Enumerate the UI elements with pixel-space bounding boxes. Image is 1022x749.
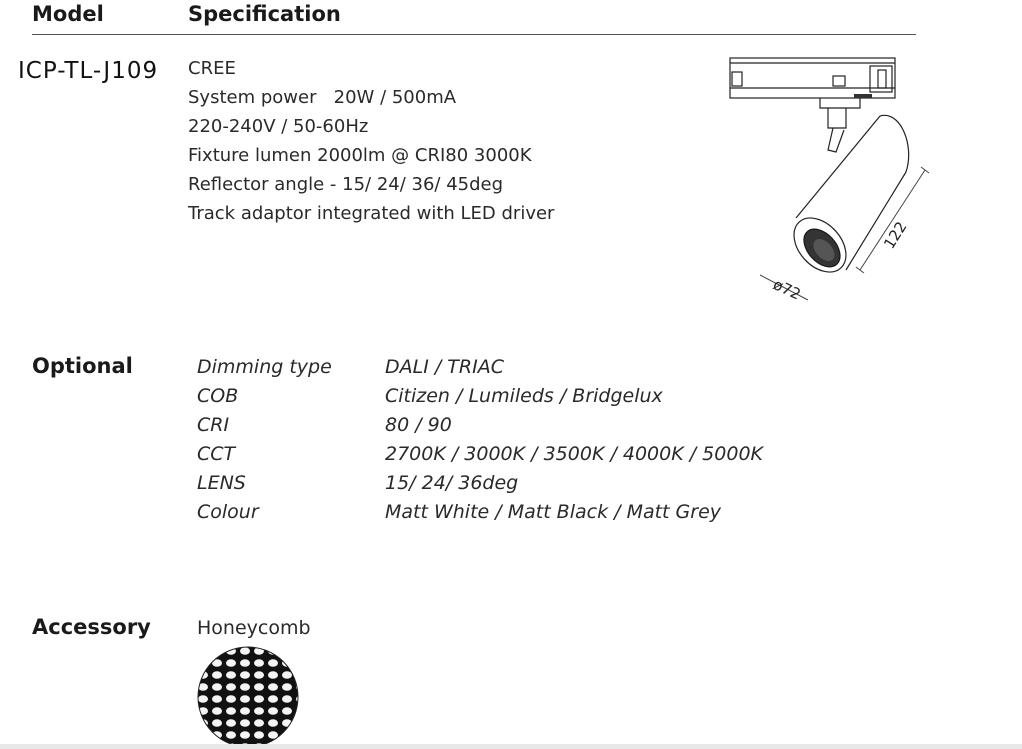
spec-line: 220-240V / 50-60Hz (188, 116, 369, 137)
option-value: Citizen / Lumileds / Bridgelux (385, 385, 663, 407)
option-value: 15/ 24/ 36deg (385, 472, 519, 494)
spec-line: System power 20W / 500mA (188, 87, 457, 108)
accessory-label: Accessory (32, 615, 151, 639)
option-value: Matt White / Matt Black / Matt Grey (385, 501, 722, 523)
spec-line: Reflector angle - 15/ 24/ 36/ 45deg (188, 174, 504, 195)
option-value: 2700K / 3000K / 3500K / 4000K / 5000K (385, 443, 763, 465)
option-key: CRI (197, 414, 230, 436)
accessory-name: Honeycomb (197, 617, 311, 639)
model-code: ICP-TL-J109 (18, 58, 159, 84)
length-dimension-line (860, 170, 925, 270)
bottom-scroll-edge (0, 744, 1022, 749)
length-dimension-label: 122 (880, 218, 911, 253)
spec-line: CREE (188, 58, 236, 79)
specification-header: Specification (188, 2, 341, 26)
option-key: Colour (197, 501, 259, 523)
optional-label: Optional (32, 354, 133, 378)
header-divider (32, 34, 916, 35)
model-header: Model (32, 2, 104, 26)
spec-line: Fixture lumen 2000lm @ CRI80 3000K (188, 145, 532, 166)
diameter-dimension-label: ø72 (770, 275, 804, 304)
option-key: Dimming type (197, 356, 332, 378)
option-key: LENS (197, 472, 246, 494)
option-key: CCT (197, 443, 236, 465)
spec-line: Track adaptor integrated with LED driver (188, 203, 555, 224)
honeycomb-image (196, 645, 300, 745)
option-value: 80 / 90 (385, 414, 452, 436)
option-value: DALI / TRIAC (385, 356, 504, 378)
option-key: COB (197, 385, 239, 407)
track-spotlight-drawing (720, 50, 930, 310)
